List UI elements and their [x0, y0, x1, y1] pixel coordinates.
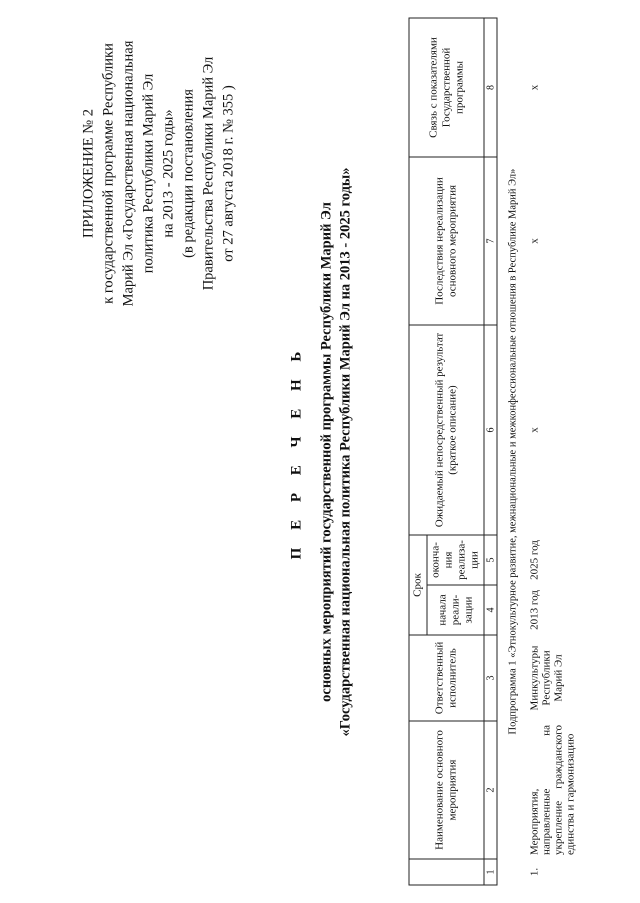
header-result: Ожидаемый непосредственный результат (краткое описание): [409, 325, 484, 535]
appendix-line: на 2013 - 2025 годы»: [160, 108, 176, 238]
subprogram-row: [497, 18, 521, 885]
appendix-line: Правительства Республики Марий Эл: [200, 56, 216, 290]
row-result: x: [528, 426, 540, 433]
document-title: П Е Р Е Ч Е Н Ь: [288, 344, 304, 559]
appendix-line: к государственной программе Республики: [100, 42, 116, 304]
appendix-line: ПРИЛОЖЕНИЕ № 2: [80, 108, 96, 238]
column-number: 2: [484, 721, 497, 859]
header-link: Связь с показателями Государственной программы: [409, 18, 484, 157]
column-number: 4: [484, 585, 497, 635]
header-start: начала реали-зации: [427, 585, 484, 635]
measures-table: [408, 17, 578, 885]
column-number-row: [484, 18, 497, 885]
header-name: Наименование основного мероприятия: [409, 721, 484, 859]
row-number: 1.: [528, 867, 540, 876]
row-end: 2025 год: [528, 539, 540, 580]
column-number: 5: [484, 535, 497, 585]
document-heading: [288, 0, 355, 903]
column-number: 6: [484, 325, 497, 535]
header-end: оконча-ния реализа-ции: [427, 535, 484, 585]
appendix-line: Марий Эл «Государственная национальная: [120, 40, 136, 306]
subprogram-title: Подпрограмма 1 «Этнокультурное развитие, межнациональные и межконфессиональные отношения в Республике Марий Эл»: [507, 168, 518, 734]
row-consequences: x: [528, 237, 540, 244]
row-link: x: [528, 84, 540, 90]
header-consequences: Последствия нереализации основного мероприятия: [409, 157, 484, 325]
column-number: 3: [484, 635, 497, 721]
table-row: [520, 18, 578, 885]
row-executor: Минкультуры Республики Марий Эл: [528, 645, 564, 710]
header-num-cell: [409, 859, 484, 885]
header-executor: Ответственный исполнитель: [409, 635, 484, 721]
column-number: 1: [484, 859, 497, 885]
appendix-block: [78, 28, 238, 318]
heading-line: основных мероприятий государственной программы Республики Марий Эл: [318, 201, 334, 702]
appendix-line: политика Республики Марий Эл: [140, 73, 156, 273]
column-number: 8: [484, 18, 497, 157]
appendix-line: (в редакции постановления: [180, 88, 196, 258]
row-name: Мероприятия, направленные на укрепление гражданского единства и гармонизацию: [528, 724, 576, 855]
header-term: Срок: [409, 535, 427, 635]
heading-line: «Государственная национальная политика Республики Марий Эл на 2013 - 2025 годы»: [337, 167, 353, 736]
header-row: [409, 18, 427, 885]
column-number: 7: [484, 157, 497, 325]
row-start: 2013 год: [528, 589, 540, 630]
measures-table-wrap: [408, 18, 578, 885]
appendix-line: от 27 августа 2018 г. № 355 ): [220, 84, 236, 262]
